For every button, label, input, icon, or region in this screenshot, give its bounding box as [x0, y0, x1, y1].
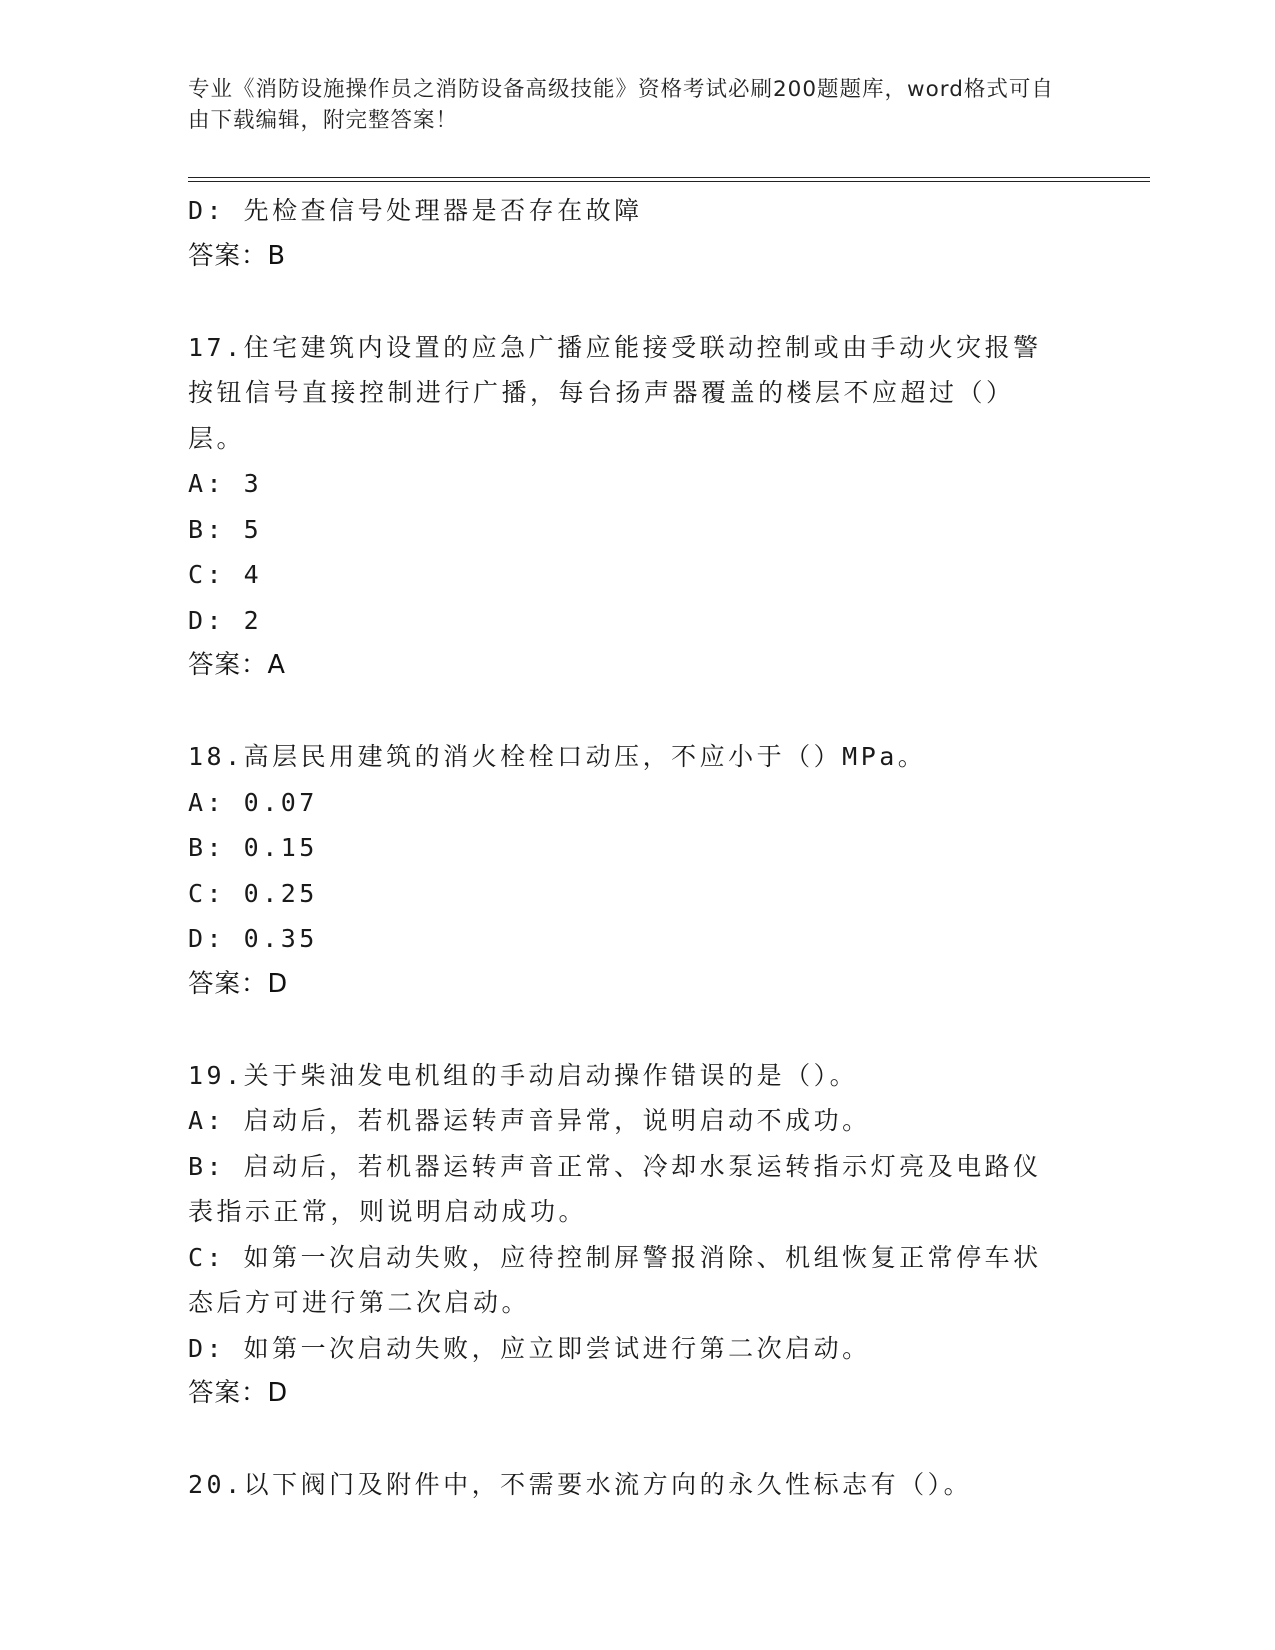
option-c: C: 4 [188, 560, 263, 589]
option-d: D: 如第一次启动失败，应立即尝试进行第二次启动。 [188, 1333, 871, 1363]
option-c: C: 如第一次启动失败，应待控制屏警报消除、机组恢复正常停车状态后方可进行第二次启动。 [188, 1242, 1042, 1317]
answer-line: 答案：D [188, 968, 289, 999]
header-divider [188, 177, 1150, 182]
option-b: B: 0.15 [188, 833, 318, 862]
option-d: D: 2 [188, 605, 263, 635]
option-b: B: 5 [188, 514, 263, 544]
document-header: 专业《消防设施操作员之消防设备高级技能》资格考试必刷200题题库，word格式可自由下载编辑，附完整答案！ [188, 77, 1054, 133]
question-18 [188, 734, 1068, 1007]
question-content [188, 188, 1068, 1508]
question-19 [188, 1053, 1068, 1417]
question-stem: 19.关于柴油发电机组的手动启动操作错误的是（）。 [188, 1060, 859, 1090]
question-17 [188, 325, 1068, 689]
answer-line: 答案：D [188, 1378, 289, 1408]
answer-line: 答案：A [188, 650, 286, 680]
option-d: D: 0.35 [188, 924, 318, 953]
question-stem: 20.以下阀门及附件中，不需要水流方向的永久性标志有（）。 [188, 1470, 973, 1499]
option-c: C: 0.25 [188, 878, 318, 908]
answer-line: 答案：B [188, 240, 286, 271]
option-a: A: 3 [188, 469, 263, 498]
question-stem: 18.高层民用建筑的消火栓栓口动压，不应小于（）MPa。 [188, 742, 927, 771]
option-b: B: 启动后，若机器运转声音正常、冷却水泵运转指示灯亮及电路仪表指示正常，则说明启动成功。 [188, 1151, 1042, 1226]
previous-question-tail [188, 188, 1068, 279]
option-a: A: 启动后，若机器运转声音异常，说明启动不成功。 [188, 1106, 871, 1135]
option-d: D: 先检查信号处理器是否存在故障 [188, 196, 643, 225]
question-20 [188, 1462, 1068, 1508]
option-a: A: 0.07 [188, 787, 318, 817]
question-stem: 17.住宅建筑内设置的应急广播应能接受联动控制或由手动火灾报警按钮信号直接控制进行广播，每台扬声器覆盖的楼层不应超过（）层。 [188, 332, 1042, 453]
